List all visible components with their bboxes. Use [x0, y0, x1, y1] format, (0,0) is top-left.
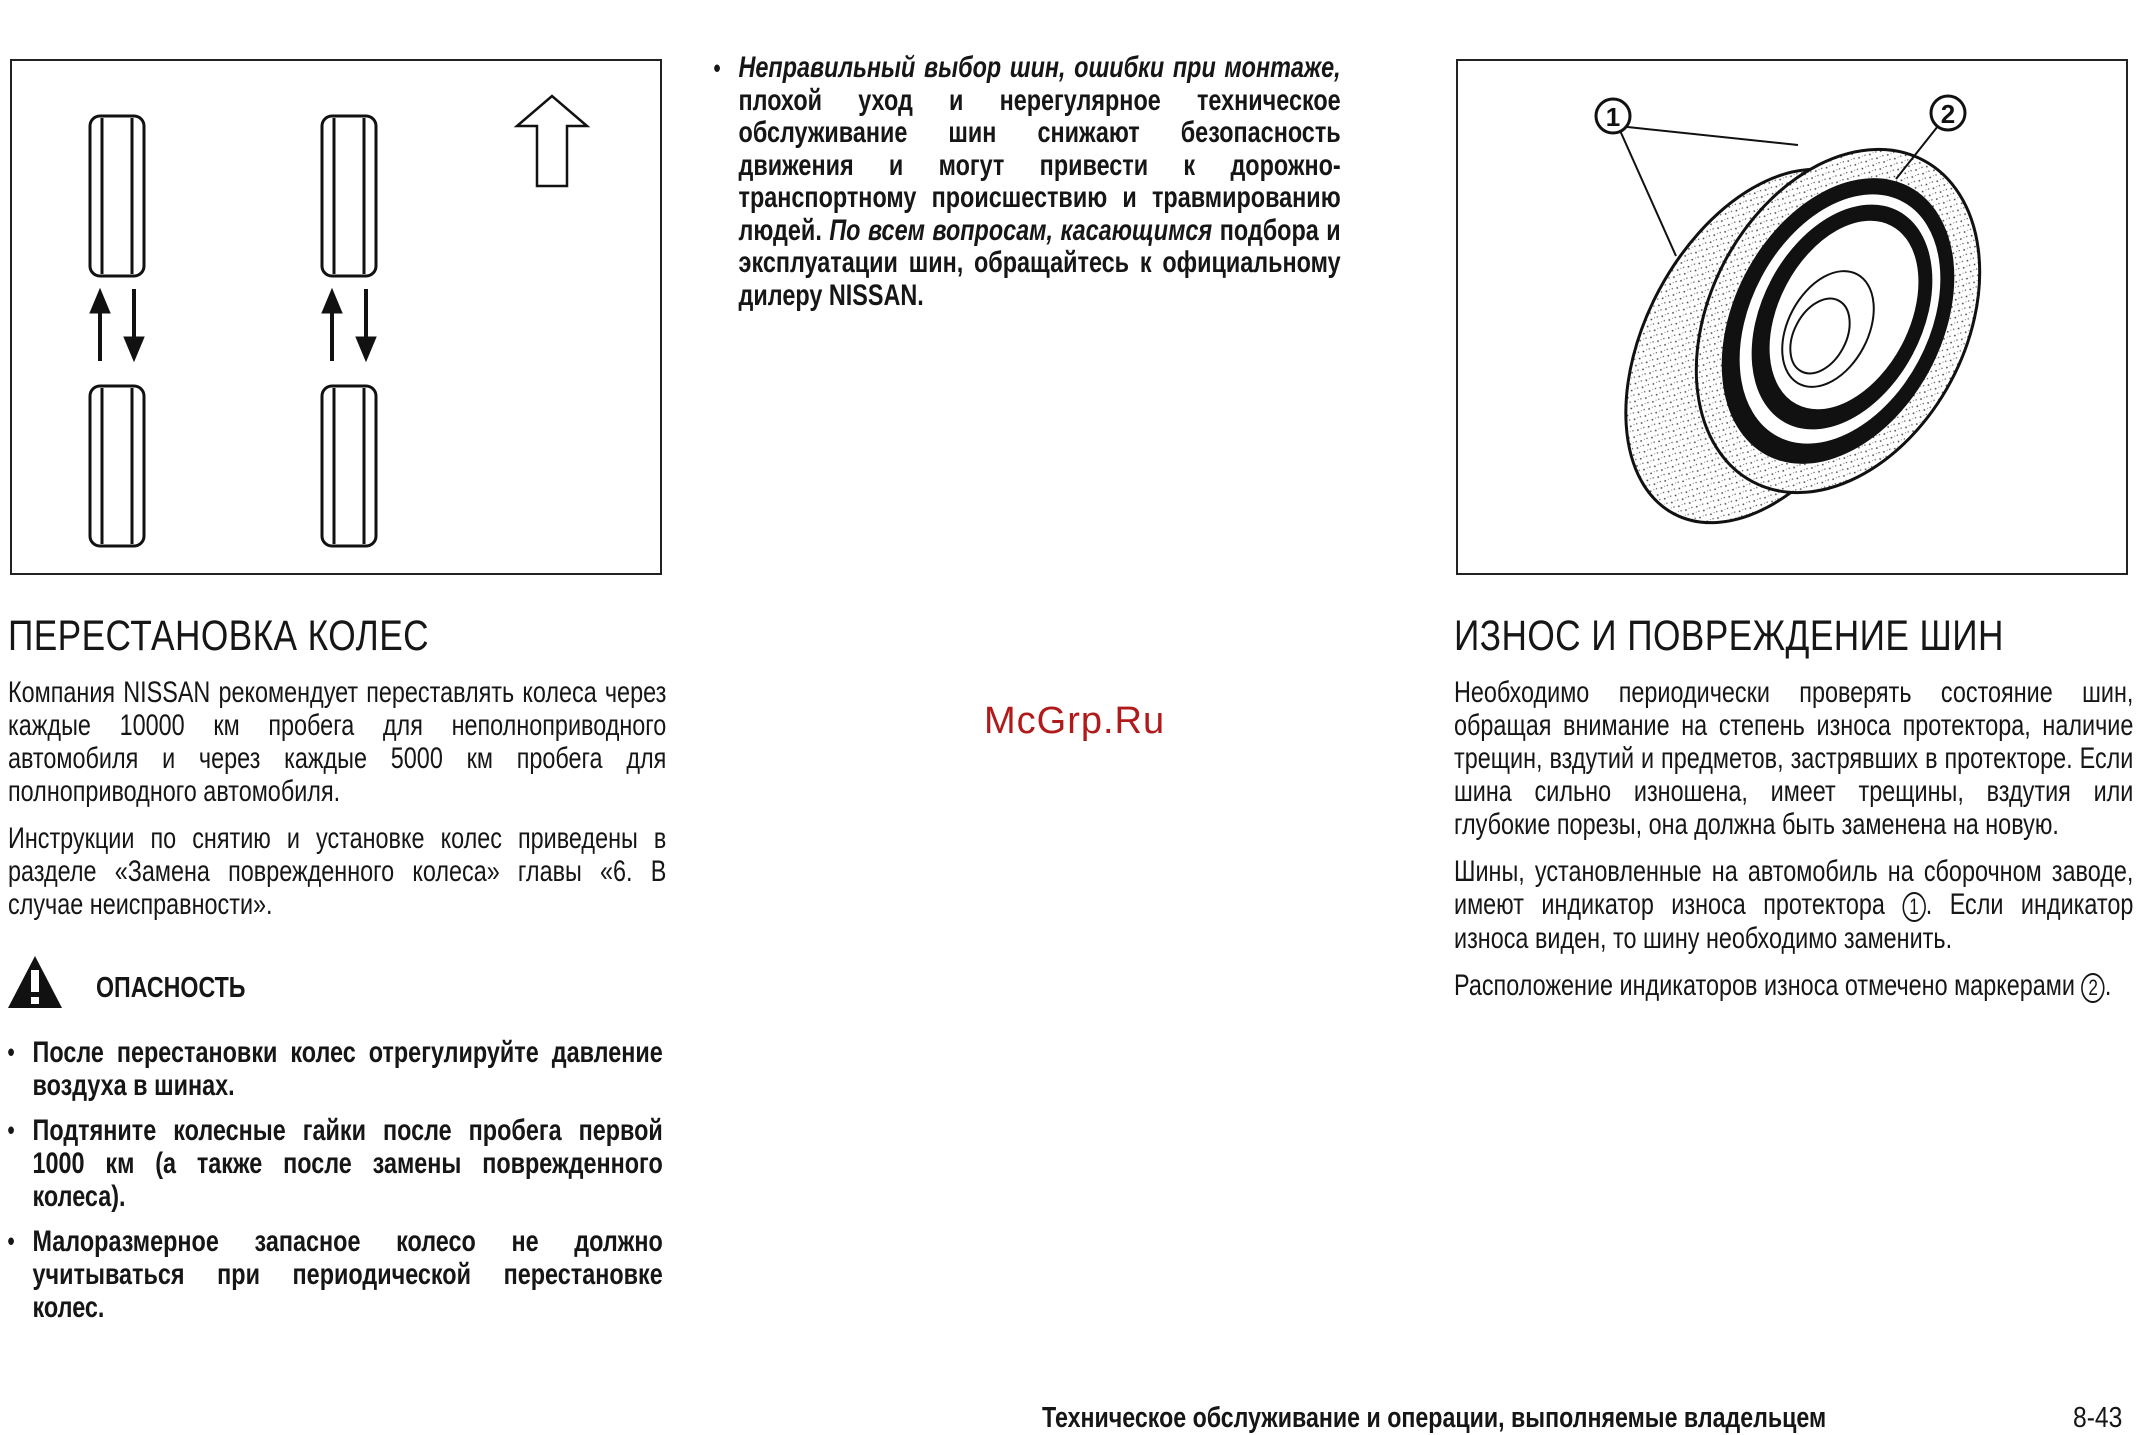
tire-rear-left: [90, 386, 144, 546]
right-column-body: [1454, 676, 2139, 1017]
rotation-diagram: [12, 61, 660, 573]
swap-arrows-right: [322, 289, 376, 361]
tire-front-right: [322, 116, 376, 276]
callout-2: [1931, 96, 1965, 130]
bullet-dot-icon: •: [713, 53, 721, 83]
bullet-dot-icon: •: [7, 1115, 15, 1145]
warning-triangle-icon: [6, 954, 64, 1010]
tire-front-left: [90, 116, 144, 276]
wear-paragraph-3: Расположение индикаторов износа отмечено маркерами 2 .: [1454, 969, 2112, 1002]
danger-block: [6, 952, 666, 1012]
danger-bullet-2: • Подтяните колесные гайки после пробега первой 1000 км (а также после замены поврежденного колеса).: [7, 1114, 663, 1213]
left-column-body: [8, 676, 852, 935]
marker-2-icon: 2: [2081, 973, 2104, 1003]
tire-illustration: [1458, 61, 2126, 573]
tire-safety-bullet: • Неправильный выбор шин, ошибки при монтаже, плохой уход и нерегулярное техническое обслуживание шин снижают безопасность движения и могут привести к дорожно-транспортному происшествию и травмированию людей. По всем вопросам, касающимся подбора и эксплуатации шин, обращайтесь к официальному дилеру NISSAN.: [713, 51, 1341, 312]
danger-label: ОПАСНОСТЬ: [96, 971, 246, 1004]
rotation-paragraph-2: Инструкции по снятию и установке колес приведены в разделе «Замена поврежденного колеса» главы «6. В случае неисправности».: [8, 822, 667, 921]
bullet-dot-icon: •: [7, 1226, 15, 1256]
tire-figure: [1456, 59, 2128, 575]
bullet-dot-icon: •: [7, 1037, 15, 1067]
danger-bullets: [6, 1036, 848, 1336]
page-number: 8-43: [2073, 1402, 2123, 1434]
callout-1: [1596, 99, 1630, 133]
forward-arrow-icon: [517, 96, 587, 186]
marker-1-icon: 1: [1902, 892, 1925, 922]
rotation-paragraph-1: Компания NISSAN рекомендует переставлять колеса через каждые 10000 км пробега для неполноприводного автомобиля и через каждые 5000 км пробега для полноприводного автомобиля.: [8, 676, 667, 808]
middle-column: [712, 52, 1518, 324]
wear-paragraph-1: Необходимо периодически проверять состояние шин, обращая внимание на степень износа протектора, наличие трещин, вздутий и предметов, застрявших в протекторе. Если шина сильно изношена, имеет трещины, вздутия или глубокие порезы, она должна быть заменена на новую.: [1454, 676, 2134, 841]
danger-bullet-1: • После перестановки колес отрегулируйте давление воздуха в шинах.: [7, 1036, 663, 1102]
danger-bullet-3: • Малоразмерное запасное колесо не должно учитываться при периодической перестановке колес.: [7, 1225, 663, 1324]
watermark: McGrp.Ru: [984, 700, 1166, 742]
footer-title: Техническое обслуживание и операции, выполняемые владельцем: [1042, 1402, 1827, 1434]
swap-arrows-left: [90, 289, 144, 361]
svg-text:1: 1: [1605, 102, 1621, 132]
rotation-figure: [10, 59, 662, 575]
svg-text:2: 2: [1940, 99, 1956, 129]
wear-paragraph-2: Шины, установленные на автомобиль на сборочном заводе, имеют индикатор износа протектора 1 . Если индикатор износа виден, то шину необходимо заменить.: [1454, 855, 2134, 955]
tire-rear-right: [322, 386, 376, 546]
section-title-rotation: ПЕРЕСТАНОВКА КОЛЕС: [8, 612, 430, 660]
section-title-wear: ИЗНОС И ПОВРЕЖДЕНИЕ ШИН: [1454, 612, 2004, 660]
